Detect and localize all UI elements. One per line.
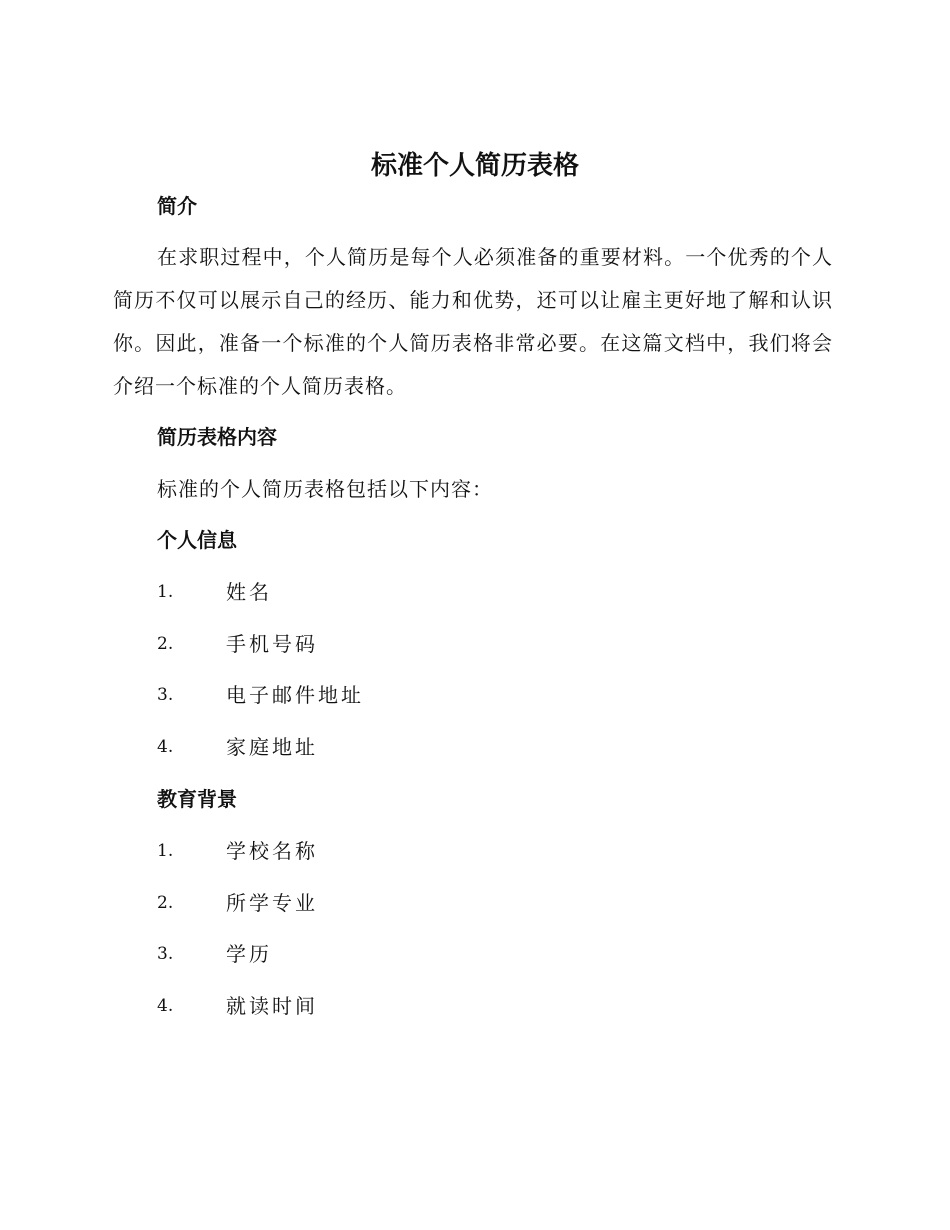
list-item-number: 1. bbox=[157, 841, 174, 861]
section-heading-content: 简历表格内容 bbox=[157, 425, 277, 449]
page-title: 标准个人简历表格 bbox=[370, 151, 579, 181]
list-item-number: 1. bbox=[157, 582, 174, 602]
list-item-text: 就读时间 bbox=[226, 994, 318, 1019]
section-heading-personal: 个人信息 bbox=[157, 528, 237, 552]
list-item-text: 电子邮件地址 bbox=[226, 683, 364, 708]
content-description: 标准的个人简历表格包括以下内容： bbox=[157, 477, 493, 501]
list-item-text: 手机号码 bbox=[226, 631, 318, 656]
section-heading-education: 教育背景 bbox=[157, 787, 237, 811]
intro-paragraph: 在求职过程中，个人简历是每个人必须准备的重要材料。一个优秀的个人简历不仅可以展示自己的经历、能力和优势，还可以让雇主更好地了解和认识你。因此，准备一个标准的个人简历表格非常必要。在这篇文档中，我们将会介绍一个标准的个人简历表格。 bbox=[113, 245, 833, 398]
list-item-number: 2. bbox=[157, 892, 174, 913]
list-item-text: 家庭地址 bbox=[226, 735, 318, 760]
list-item-number: 2. bbox=[157, 633, 174, 654]
list-item-number: 3. bbox=[157, 944, 174, 965]
list-item-number: 3. bbox=[157, 685, 174, 706]
list-item-number: 4. bbox=[157, 996, 174, 1017]
list-item-text: 学历 bbox=[226, 942, 272, 967]
list-item-text: 所学专业 bbox=[226, 890, 318, 915]
list-item-text: 姓名 bbox=[226, 580, 272, 604]
list-item-text: 学校名称 bbox=[226, 839, 318, 863]
list-item-number: 4. bbox=[157, 737, 174, 758]
section-heading-intro: 简介 bbox=[157, 194, 197, 218]
